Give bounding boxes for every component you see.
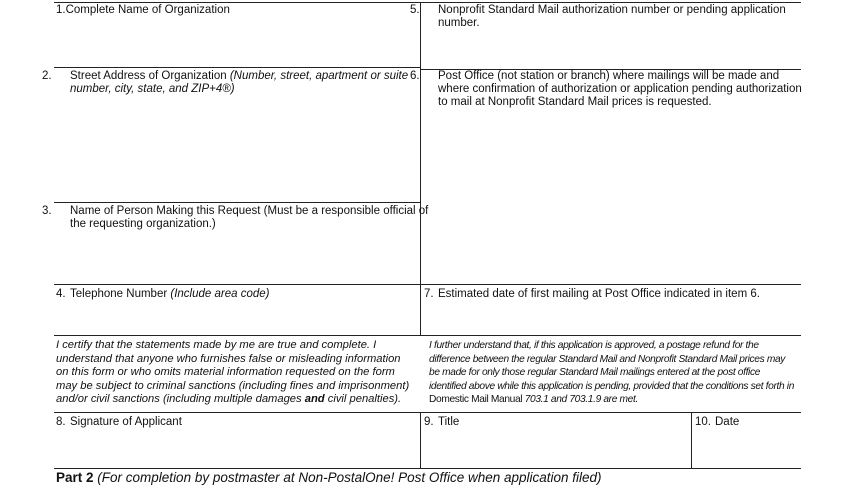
field-1-label: [56, 4, 411, 17]
field-5-label: [410, 4, 800, 30]
part-2-label: Part 2: [56, 470, 94, 485]
field-2-detail: (Number, street, apartment or suite number, city, state, and ZIP+4®): [70, 70, 409, 95]
field-7-text: Estimated date of first mailing at Post Office indicated in item 6.: [438, 288, 760, 300]
field-2-input-area[interactable]: [56, 100, 416, 198]
field-1-input-area[interactable]: [56, 20, 416, 64]
field-2-label: [42, 70, 422, 96]
field-1-text: 1.Complete Name of Organization: [56, 4, 230, 16]
field-6-label: [410, 70, 808, 109]
field-7-label: [424, 288, 796, 301]
rule-date-divider: [691, 412, 692, 468]
field-8-label: [56, 416, 411, 429]
field-3-label: [42, 205, 432, 231]
field-2-number: 2.: [42, 70, 52, 82]
domestic-mail-manual-reference: Domestic Mail Manual: [429, 394, 523, 406]
field-5-text: Nonprofit Standard Mail authorization number or pending application number.: [438, 4, 786, 29]
field-4-input-area[interactable]: [56, 304, 416, 332]
certification-right-text: I further understand that, if this application is approved, a postage refund for the difference between the regular Standard Mail and Nonprofit Standard Mail prices may be made for only those regular Standard Mail mailings entered at the post office identified above while this application is pending, provided that the conditions set forth in: [429, 340, 795, 392]
field-6-text: Post Office (not station or branch) where mailings will be made and where confirmation of authorization or application pending authorization to mail at Nonprofit Standard Mail prices is requested.: [438, 70, 802, 108]
rule-left-after-1: [54, 67, 420, 68]
field-10-text: Date: [715, 416, 740, 428]
field-2-text: Street Address of Organization: [70, 70, 227, 82]
field-4-number: 4.: [56, 288, 66, 300]
field-5-number: 5.: [410, 4, 420, 16]
field-7-input-area[interactable]: [424, 304, 796, 332]
field-6-number: 6.: [410, 70, 420, 82]
rule-bottom: [54, 468, 801, 469]
part-2-description: (For completion by postmaster at Non-PostalOne! Post Office when application filed): [97, 470, 602, 485]
field-7-number: 7.: [424, 288, 434, 300]
field-10-label: [695, 416, 795, 429]
certification-left-bold: and: [304, 393, 325, 406]
title-input-area[interactable]: [424, 432, 688, 466]
certification-left-end: civil penalties).: [324, 393, 402, 406]
refund-understanding-statement: [429, 339, 795, 407]
field-4-text: Telephone Number: [70, 288, 168, 300]
date-input-area[interactable]: [695, 432, 799, 466]
field-10-number: 10.: [695, 416, 711, 428]
field-9-label: [424, 416, 684, 429]
field-4-detail: (Include area code): [170, 288, 270, 300]
signature-input-area[interactable]: [56, 432, 416, 466]
field-3-input-area[interactable]: [56, 236, 416, 280]
certification-left-text: I certify that the statements made by me are true and complete. I understand that anyone who furnishes false or misleading information on this form or who omits material information requested on the form may be subject to criminal sanctions (including fines and imprisonment) and/or civil sanctions (including multiple damages: [56, 339, 410, 406]
field-4-label: [56, 288, 411, 301]
field-8-number: 8.: [56, 416, 66, 428]
field-8-text: Signature of Applicant: [70, 416, 182, 428]
field-9-number: 9.: [424, 416, 434, 428]
rule-top: [54, 2, 801, 3]
field-3-text: Name of Person Making this Request (Must be a responsible official of the requesting organization.): [70, 205, 429, 230]
rule-after-certification: [54, 412, 801, 413]
part-2-heading: [56, 470, 602, 485]
field-5-input-area[interactable]: [424, 34, 796, 66]
field-6-input-area[interactable]: [424, 112, 796, 280]
field-9-text: Title: [438, 416, 460, 428]
rule-left-after-2: [54, 202, 420, 203]
rule-after-3-and-6: [54, 284, 801, 285]
certification-statement: [56, 339, 414, 407]
rule-center-lower: [420, 412, 421, 468]
field-3-number: 3.: [42, 205, 52, 217]
rule-after-4-and-7: [54, 335, 801, 336]
certification-right-end: 703.1 and 703.1.9 are met.: [522, 394, 638, 406]
rule-center-upper: [420, 2, 421, 335]
